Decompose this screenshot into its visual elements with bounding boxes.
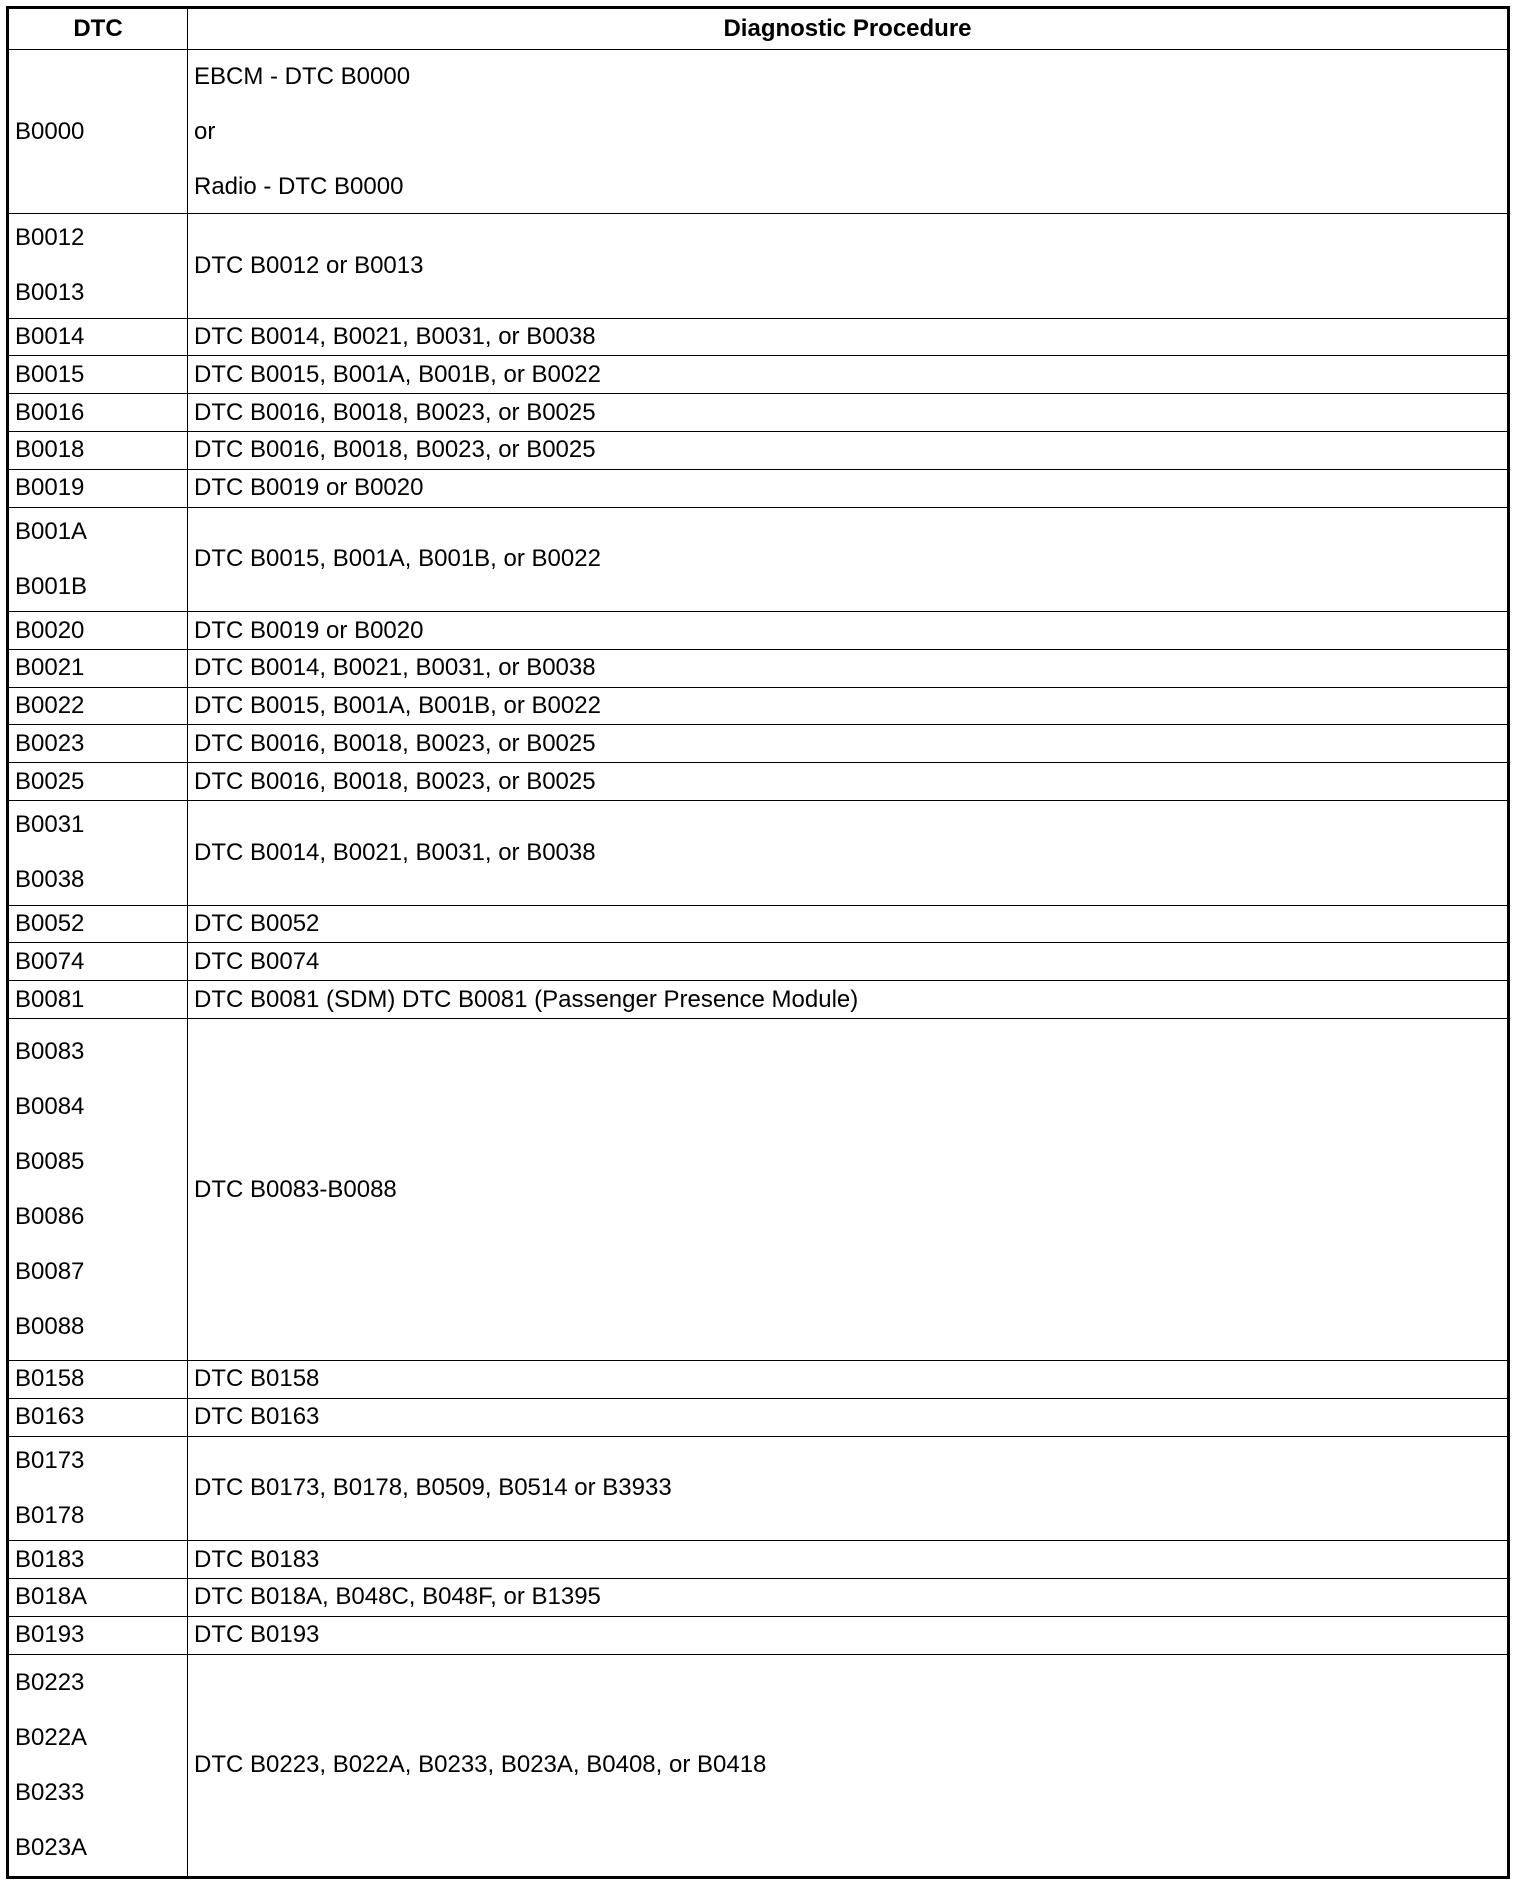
dtc-code: B001B — [15, 572, 88, 600]
table-row — [8, 801, 1509, 906]
dtc-code: B0233 — [15, 1778, 85, 1806]
dtc-code: B0183 — [15, 1545, 85, 1573]
dtc-code-cell — [8, 612, 188, 650]
dtc-code: B0025 — [15, 767, 85, 795]
dtc-code: B0178 — [15, 1501, 85, 1529]
diagnostic-procedure-text: DTC B0223, B022A, B0233, B023A, B0408, or B0418 — [194, 1751, 767, 1779]
diagnostic-procedure-text: DTC B0074 — [194, 947, 320, 975]
diagnostic-procedure-cell — [188, 469, 1509, 507]
dtc-code: B001A — [15, 517, 88, 545]
dtc-code: B0074 — [15, 947, 85, 975]
diagnostic-procedure-cell — [188, 507, 1509, 612]
table-row — [8, 1361, 1509, 1399]
dtc-code: B0021 — [15, 654, 85, 682]
diagnostic-procedure-cell — [188, 1018, 1509, 1360]
diagnostic-procedure-text: or — [194, 117, 216, 145]
dtc-code: B0023 — [15, 729, 85, 757]
table-row — [8, 1616, 1509, 1654]
table-row — [8, 394, 1509, 432]
dtc-code: B0015 — [15, 360, 85, 388]
diagnostic-procedure-text: DTC B0016, B0018, B0023, or B0025 — [194, 767, 596, 795]
diagnostic-procedure-text: DTC B0015, B001A, B001B, or B0022 — [194, 692, 601, 720]
dtc-code: B0084 — [15, 1093, 85, 1121]
diagnostic-procedure-text: Radio - DTC B0000 — [194, 172, 404, 200]
table-row — [8, 318, 1509, 356]
dtc-code-cell — [8, 431, 188, 469]
diagnostic-procedure-cell — [188, 431, 1509, 469]
dtc-code-cell — [8, 394, 188, 432]
dtc-code-cell — [8, 1579, 188, 1617]
dtc-code: B0013 — [15, 279, 85, 307]
diagnostic-procedure-text: DTC B0014, B0021, B0031, or B0038 — [194, 838, 596, 866]
diagnostic-procedure-text: DTC B0012 or B0013 — [194, 251, 424, 279]
diagnostic-procedure-cell — [188, 612, 1509, 650]
diagnostic-procedure-text: DTC B0014, B0021, B0031, or B0038 — [194, 654, 596, 682]
table-row — [8, 50, 1509, 214]
dtc-code-cell — [8, 507, 188, 612]
dtc-code-cell — [8, 801, 188, 906]
diagnostic-procedure-text: DTC B0083-B0088 — [194, 1175, 397, 1203]
diagnostic-procedure-text: DTC B0183 — [194, 1545, 320, 1573]
table-row — [8, 943, 1509, 981]
dtc-code-cell — [8, 469, 188, 507]
diagnostic-procedure-cell — [188, 394, 1509, 432]
diagnostic-procedure-text: DTC B0173, B0178, B0509, B0514 or B3933 — [194, 1474, 672, 1502]
dtc-code-cell — [8, 1541, 188, 1579]
diagnostic-procedure-cell — [188, 981, 1509, 1019]
dtc-code: B0018 — [15, 436, 85, 464]
dtc-code-cell — [8, 763, 188, 801]
dtc-code: B0086 — [15, 1203, 85, 1231]
diagnostic-procedure-cell — [188, 50, 1509, 214]
dtc-code: B0022 — [15, 692, 85, 720]
dtc-code: B0083 — [15, 1038, 85, 1066]
dtc-code: B0020 — [15, 616, 85, 644]
dtc-code: B0014 — [15, 323, 85, 351]
diagnostic-procedure-text: EBCM - DTC B0000 — [194, 62, 411, 90]
diagnostic-procedure-text: DTC B0016, B0018, B0023, or B0025 — [194, 436, 596, 464]
dtc-code-cell — [8, 981, 188, 1019]
diagnostic-procedure-cell — [188, 1579, 1509, 1617]
table-row — [8, 1654, 1509, 1877]
dtc-code: B0088 — [15, 1313, 85, 1341]
dtc-code: B0052 — [15, 910, 85, 938]
table-row — [8, 763, 1509, 801]
diagnostic-procedure-cell — [188, 943, 1509, 981]
dtc-code: B0019 — [15, 474, 85, 502]
diagnostic-procedure-cell — [188, 763, 1509, 801]
diagnostic-procedure-cell — [188, 725, 1509, 763]
dtc-code: B0087 — [15, 1258, 85, 1286]
diagnostic-procedure-cell — [188, 318, 1509, 356]
dtc-code: B0193 — [15, 1621, 85, 1649]
table-row — [8, 469, 1509, 507]
dtc-code-cell — [8, 1361, 188, 1399]
table-row — [8, 687, 1509, 725]
diagnostic-procedure-cell — [188, 905, 1509, 943]
dtc-column-header: DTC — [8, 8, 188, 50]
diagnostic-procedure-text: DTC B0019 or B0020 — [194, 616, 424, 644]
dtc-code: B0173 — [15, 1446, 85, 1474]
diagnostic-procedure-text: DTC B0015, B001A, B001B, or B0022 — [194, 360, 601, 388]
table-row — [8, 356, 1509, 394]
dtc-code: B0016 — [15, 398, 85, 426]
dtc-code-cell — [8, 214, 188, 319]
table-row — [8, 649, 1509, 687]
table-row — [8, 431, 1509, 469]
table-row — [8, 1018, 1509, 1360]
dtc-code-cell — [8, 1436, 188, 1541]
dtc-code: B0038 — [15, 866, 85, 894]
diagnostic-procedure-cell — [188, 649, 1509, 687]
dtc-code: B023A — [15, 1833, 88, 1861]
diagnostic-procedure-cell — [188, 1436, 1509, 1541]
dtc-code-cell — [8, 1398, 188, 1436]
diagnostic-procedure-text: DTC B0193 — [194, 1621, 320, 1649]
dtc-code-cell — [8, 356, 188, 394]
dtc-code: B0163 — [15, 1403, 85, 1431]
diagnostic-procedure-cell — [188, 214, 1509, 319]
diagnostic-procedure-text: DTC B0019 or B0020 — [194, 474, 424, 502]
diagnostic-procedure-text: DTC B0016, B0018, B0023, or B0025 — [194, 729, 596, 757]
table-header-row — [8, 8, 1509, 50]
dtc-code-cell — [8, 725, 188, 763]
diagnostic-procedure-text: DTC B0014, B0021, B0031, or B0038 — [194, 323, 596, 351]
table-row — [8, 214, 1509, 319]
dtc-code: B0081 — [15, 985, 85, 1013]
table-body — [8, 50, 1509, 1878]
table-row — [8, 725, 1509, 763]
diagnostic-procedure-cell — [188, 801, 1509, 906]
dtc-code-cell — [8, 1654, 188, 1877]
diagnostic-procedure-cell — [188, 1541, 1509, 1579]
dtc-code: B0000 — [15, 117, 85, 145]
dtc-code-cell — [8, 1018, 188, 1360]
diagnostic-procedure-cell — [188, 356, 1509, 394]
dtc-code: B0012 — [15, 224, 85, 252]
dtc-code-cell — [8, 318, 188, 356]
dtc-procedure-table — [6, 6, 1510, 1879]
dtc-code-cell — [8, 649, 188, 687]
dtc-code-cell — [8, 687, 188, 725]
diagnostic-procedure-cell — [188, 1654, 1509, 1877]
diagnostic-procedure-text: DTC B0016, B0018, B0023, or B0025 — [194, 398, 596, 426]
diagnostic-procedure-cell — [188, 687, 1509, 725]
dtc-code-cell — [8, 905, 188, 943]
dtc-code: B0223 — [15, 1668, 85, 1696]
dtc-code: B0085 — [15, 1148, 85, 1176]
table-row — [8, 1436, 1509, 1541]
table-row — [8, 612, 1509, 650]
dtc-code-cell — [8, 943, 188, 981]
dtc-code: B018A — [15, 1583, 88, 1611]
dtc-code-cell — [8, 1616, 188, 1654]
diagnostic-procedure-cell — [188, 1398, 1509, 1436]
dtc-code: B0158 — [15, 1365, 85, 1393]
dtc-code: B022A — [15, 1723, 88, 1751]
table-row — [8, 507, 1509, 612]
table-row — [8, 905, 1509, 943]
dtc-code: B0031 — [15, 811, 85, 839]
diagnostic-procedure-text: DTC B0163 — [194, 1403, 320, 1431]
table-row — [8, 1398, 1509, 1436]
procedure-column-header: Diagnostic Procedure — [188, 8, 1509, 50]
diagnostic-procedure-text: DTC B0015, B001A, B001B, or B0022 — [194, 545, 601, 573]
diagnostic-procedure-text: DTC B0052 — [194, 910, 320, 938]
diagnostic-procedure-cell — [188, 1616, 1509, 1654]
table-row — [8, 981, 1509, 1019]
diagnostic-procedure-text: DTC B0081 (SDM) DTC B0081 (Passenger Presence Module) — [194, 985, 859, 1013]
table-row — [8, 1541, 1509, 1579]
table-row — [8, 1579, 1509, 1617]
diagnostic-procedure-text: DTC B0158 — [194, 1365, 320, 1393]
diagnostic-procedure-text: DTC B018A, B048C, B048F, or B1395 — [194, 1583, 601, 1611]
diagnostic-procedure-cell — [188, 1361, 1509, 1399]
dtc-code-cell — [8, 50, 188, 214]
